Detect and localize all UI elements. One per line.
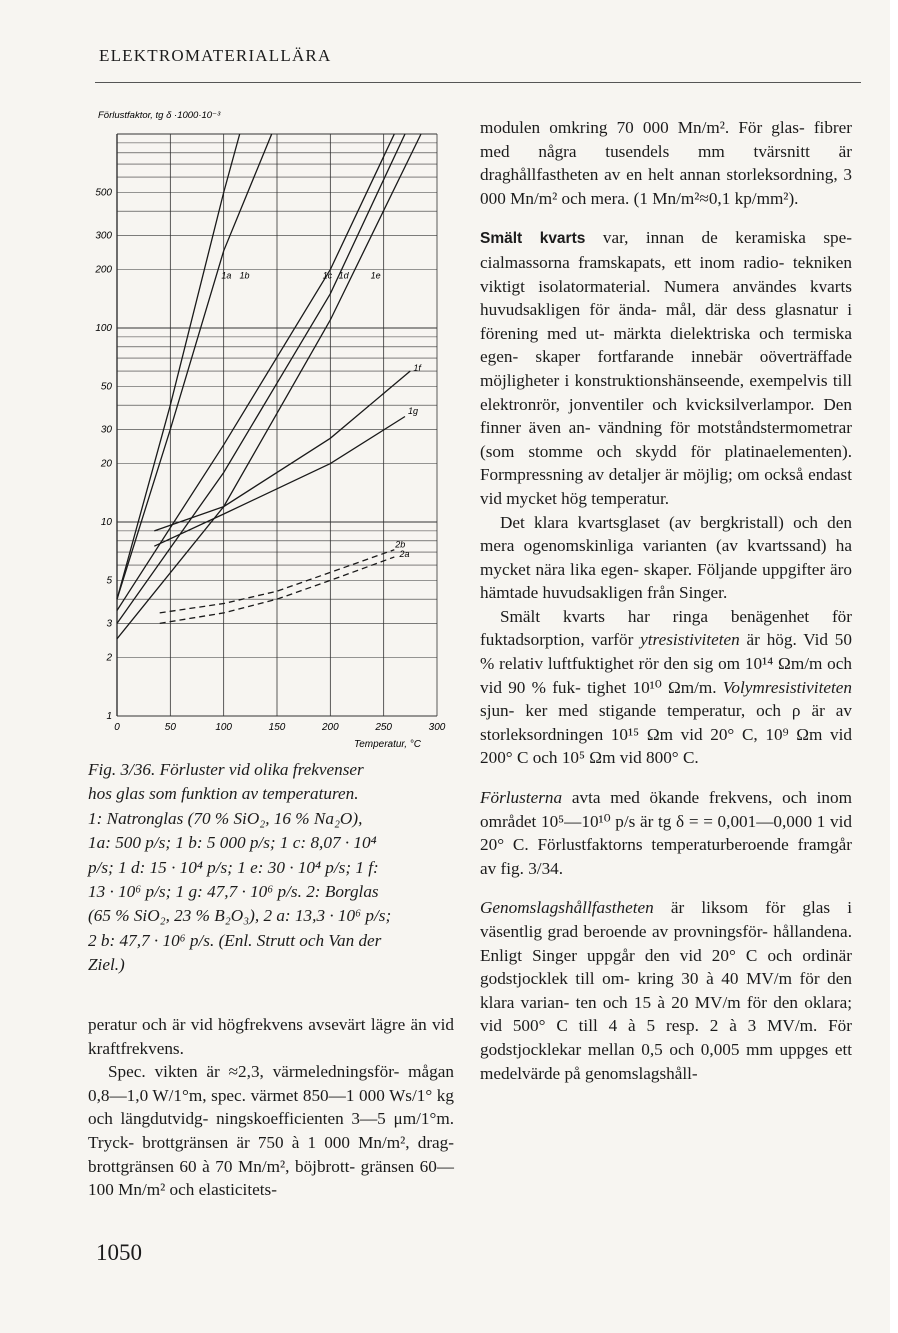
term: Förlusterna [480, 788, 563, 808]
caption-line: hos glas som funktion av temperaturen. [88, 784, 359, 804]
y-tick-label: 10 [100, 517, 112, 528]
y-tick-label: 200 [95, 264, 112, 276]
y-tick-label: 3 [106, 618, 112, 630]
caption-line: 13 · 10⁶ p/s; 1 g: 47,7 · 10⁶ p/s. 2: Borglas [88, 882, 379, 902]
y-tick-label: 300 [95, 230, 112, 242]
y-tick-label: 1 [106, 711, 112, 722]
y-tick-label: 100 [95, 323, 112, 334]
series-line-1f [154, 371, 410, 531]
paragraph: Smält kvarts var, innan de keramiska spe- cialmassorna framskapats, ett inom radio- tekniken viktigt isolatormaterial. Numera användes kvarts huvudsakligen för ända- mål, där dess glasnatur i förening med ut- märkta dielektriska och termiska egen- skaper fortfarande innebär oöverträffade möjligheter i konstruktionshänseende, exempelvis till elektronrör, jonventiler och kvicksilverlampor. Den finner även an- vändning för motståndstermometrar (som stomme och skydd för platinaelementen). Formpressning av detaljer är möjlig; om också endast vid mycket hög temperatur. [480, 228, 852, 508]
y-tick-label: 50 [100, 381, 112, 393]
chart-ticks [94, 187, 445, 733]
curve-label-1e: 1e [370, 270, 381, 281]
header-rule [95, 82, 861, 83]
x-tick-label: 100 [215, 722, 233, 733]
curve-label-1c: 1c [322, 270, 333, 281]
y-tick-label: 20 [100, 458, 112, 470]
curve-label-1b: 1b [239, 270, 250, 281]
x-tick-label: 250 [375, 722, 393, 733]
x-tick-label: 150 [268, 722, 286, 733]
caption-line: 1a: 500 p/s; 1 b: 5 000 p/s; 1 c: 8,07 · 10⁴ [88, 833, 377, 853]
paragraph: Förlusterna avta med ökande frekvens, och inom området 10⁵—10¹⁰ p/s är tg δ = = 0,001—0,000 1 vid 20° C. Förlustfaktorns temperaturberoende framgår av fig. 3/34. [480, 788, 852, 878]
x-tick-label: 0 [114, 722, 120, 733]
loss-factor-chart [92, 104, 462, 754]
term: Volymresistiviteten [722, 677, 852, 697]
x-tick-label: 200 [321, 722, 339, 733]
series-line-1a [117, 134, 240, 599]
curve-label-1d: 1d [338, 270, 349, 281]
chart-curve-labels [221, 270, 422, 559]
paragraph: peratur och är vid högfrekvens avsevärt lägre än vid kraftfrekvens. [88, 1015, 454, 1058]
right-column [480, 116, 852, 1085]
caption-line: p/s; 1 d: 15 · 10⁴ p/s; 1 e: 30 · 10⁴ p/s; 1 f: [88, 857, 379, 877]
x-tick-label: 50 [164, 722, 176, 733]
term: Genomslagshållfastheten [480, 898, 654, 918]
page-number: 1050 [96, 1240, 142, 1265]
curve-label-1f: 1f [413, 363, 421, 374]
caption-line: Fig. 3/36. Förluster vid olika frekvenser [88, 760, 364, 779]
curve-label-1a: 1a [221, 270, 232, 281]
term: ytresistiviteten [640, 630, 740, 650]
caption-line: 2 b: 47,7 · 10⁶ p/s. (Enl. Strutt och Van der [88, 930, 382, 950]
series-line-1g [154, 417, 406, 550]
caption-line: Ziel.) [88, 955, 125, 975]
x-axis-label: Temperatur, °C [354, 739, 421, 750]
lead-term: Smält kvarts [480, 230, 586, 248]
left-column [88, 1013, 454, 1202]
series-line-1b [117, 134, 272, 599]
curve-label-2a: 2a [399, 549, 410, 560]
paragraph: Genomslagshållfastheten är liksom för glas i väsentlig grad beroende av provningsför- hållandena. Enligt Singer uppgår den vid 20° C och ordinär godstjocklek till om- kring 30 à 40 MV/m för den klara varian- ten och 15 à 20 MV/m för den oklara; vid 500° C till 4 à 5 resp. 2 à 3 MV/m. För godstjocklekar mellan 0,5 och 0,005 mm uppges ett medelvärde på genomslagshåll- [480, 898, 852, 1083]
paragraph: Det klara kvartsglaset (av bergkristall) och den mera ogenomskinliga varianten (av kvartssand) ha mycket nära lika egen- skaper. Följande uppgifter äro hämtade huvudsakligen från Singer. [480, 512, 852, 603]
paragraph: Spec. vikten är ≈2,3, värmeledningsför- mågan 0,8—1,0 W/1°m, spec. värmet 850—1 000 Ws/1° kg och längdutvidg- ningskoefficienten 3—5 μm/1°m. Tryck- brottgränsen är 750 à 1 000 Mn/m², drag- brottgränsen 60 à 70 Mn/m², böjbrott- gränsen 60—100 Mn/m² och elasticitets- [88, 1062, 454, 1200]
caption-line: 1: Natronglas (70 % SiO₂, 16 % Na₂O), [88, 808, 363, 828]
series-line-1d [117, 134, 405, 623]
figure-caption [88, 758, 460, 978]
figure-3-36 [92, 104, 462, 759]
y-tick-label: 500 [95, 187, 112, 199]
y-tick-label: 5 [106, 575, 112, 587]
y-tick-label: 30 [100, 424, 112, 436]
curve-label-2b: 2b [395, 539, 406, 550]
series-line-1c [117, 134, 394, 611]
caption-line: (65 % SiO₂, 23 % B₂O₃), 2 a: 13,3 · 10⁶ p/s; [88, 906, 392, 926]
running-title: ELEKTROMATERIALLÄRA [99, 46, 332, 65]
paragraph: modulen omkring 70 000 Mn/m². För glas- fibrer med några tusendels mm tvärsnitt är draghållfastheten av en helt annan storleksordning, 3 000 Mn/m² och mera. (1 Mn/m²≈0,1 kp/mm²). [480, 118, 852, 208]
y-tick-label: 2 [106, 652, 112, 664]
paragraph: Smält kvarts har ringa benägenhet för fuktadsorption, varför ytresistiviteten är hög. Vid 50 % relativ luftfuktighet rör den sig om 10¹⁴ Ωm/m och vid 90 % fuk- tighet 10¹⁰ Ωm/m. Volymresistiviteten sjun- ker med stigande temperatur, och ρ är av storleksordningen 10¹⁵ Ωm vid 20° C, 10⁹ Ωm vid 200° C och 10⁵ Ωm vid 800° C. [480, 606, 852, 768]
y-axis-label: Förlustfaktor, tg δ ·1000·10⁻³ [98, 110, 221, 121]
curve-label-1g: 1g [408, 406, 419, 417]
x-tick-label: 300 [428, 722, 446, 733]
